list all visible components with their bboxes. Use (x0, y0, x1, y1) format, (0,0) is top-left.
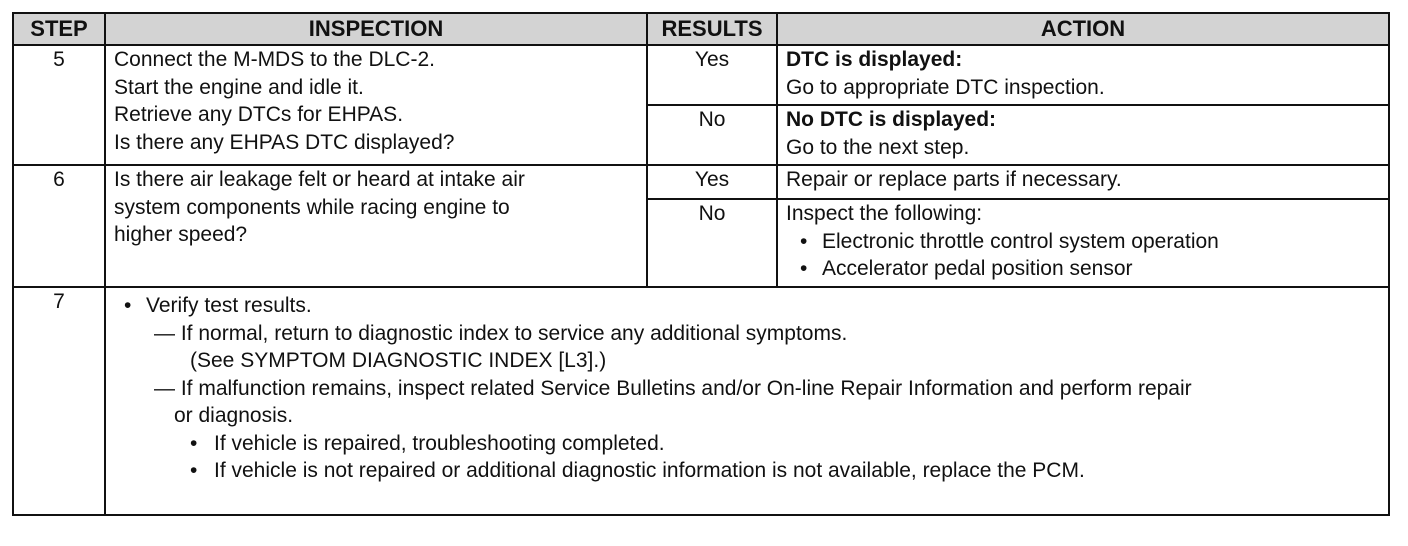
inspection-line: Is there air leakage felt or heard at intake air (114, 168, 525, 191)
action-text: Go to the next step. (786, 135, 970, 159)
action-title: No DTC is displayed: (786, 108, 997, 131)
list-item: • Electronic throttle control system operation (798, 228, 1382, 256)
list-item: • If vehicle is not repaired or additional diagnostic information is not available, replace the PCM. (114, 457, 1382, 485)
action-cell (777, 165, 1389, 199)
inspection-cell (105, 165, 647, 287)
reference-text: (See SYMPTOM DIAGNOSTIC INDEX [L3].) (190, 349, 607, 372)
result-cell: Yes (647, 165, 777, 199)
header-results: RESULTS (647, 13, 777, 45)
step-number: 6 (13, 165, 105, 287)
header-inspection: INSPECTION (105, 13, 647, 45)
header-row (13, 13, 1389, 45)
action-cell (777, 45, 1389, 105)
diagnostic-table (12, 12, 1390, 516)
action-text: Repair or replace parts if necessary. (786, 168, 1122, 191)
step-number: 5 (13, 45, 105, 165)
result-cell: No (647, 199, 777, 287)
header-step: STEP (13, 13, 105, 45)
step-number: 7 (13, 287, 105, 515)
action-cell (777, 105, 1389, 165)
action-cell (777, 199, 1389, 287)
action-title: DTC is displayed: (786, 48, 963, 71)
table-row (13, 287, 1389, 515)
action-text: Go to appropriate DTC inspection. (786, 75, 1105, 99)
list-item: • Accelerator pedal position sensor (798, 255, 1382, 283)
inspection-line: higher speed? (114, 223, 248, 246)
list-item: — If normal, return to diagnostic index to service any additional symptoms. (154, 321, 848, 345)
list-item: • If vehicle is repaired, troubleshooting completed. (114, 430, 1382, 458)
inspection-line: Start the engine and idle it. (114, 75, 364, 99)
inspection-line: system components while racing engine to (114, 195, 510, 219)
list-item: • Verify test results. (114, 292, 1382, 320)
table-row (13, 45, 1389, 105)
header-action: ACTION (777, 13, 1389, 45)
inspection-line: Retrieve any DTCs for EHPAS. (114, 103, 404, 126)
list-item: — If malfunction remains, inspect related Service Bulletins and/or On-line Repair Information and perform repair (154, 376, 1192, 400)
inspection-line: Is there any EHPAS DTC displayed? (114, 130, 455, 154)
table-row (13, 165, 1389, 199)
action-text: Inspect the following: (786, 202, 983, 225)
step7-instructions (105, 287, 1389, 515)
list-item-continuation: or diagnosis. (174, 404, 294, 427)
result-cell: Yes (647, 45, 777, 105)
inspection-line: Connect the M-MDS to the DLC-2. (114, 48, 435, 71)
inspection-cell (105, 45, 647, 165)
result-cell: No (647, 105, 777, 165)
action-bullet-list (786, 228, 1382, 283)
